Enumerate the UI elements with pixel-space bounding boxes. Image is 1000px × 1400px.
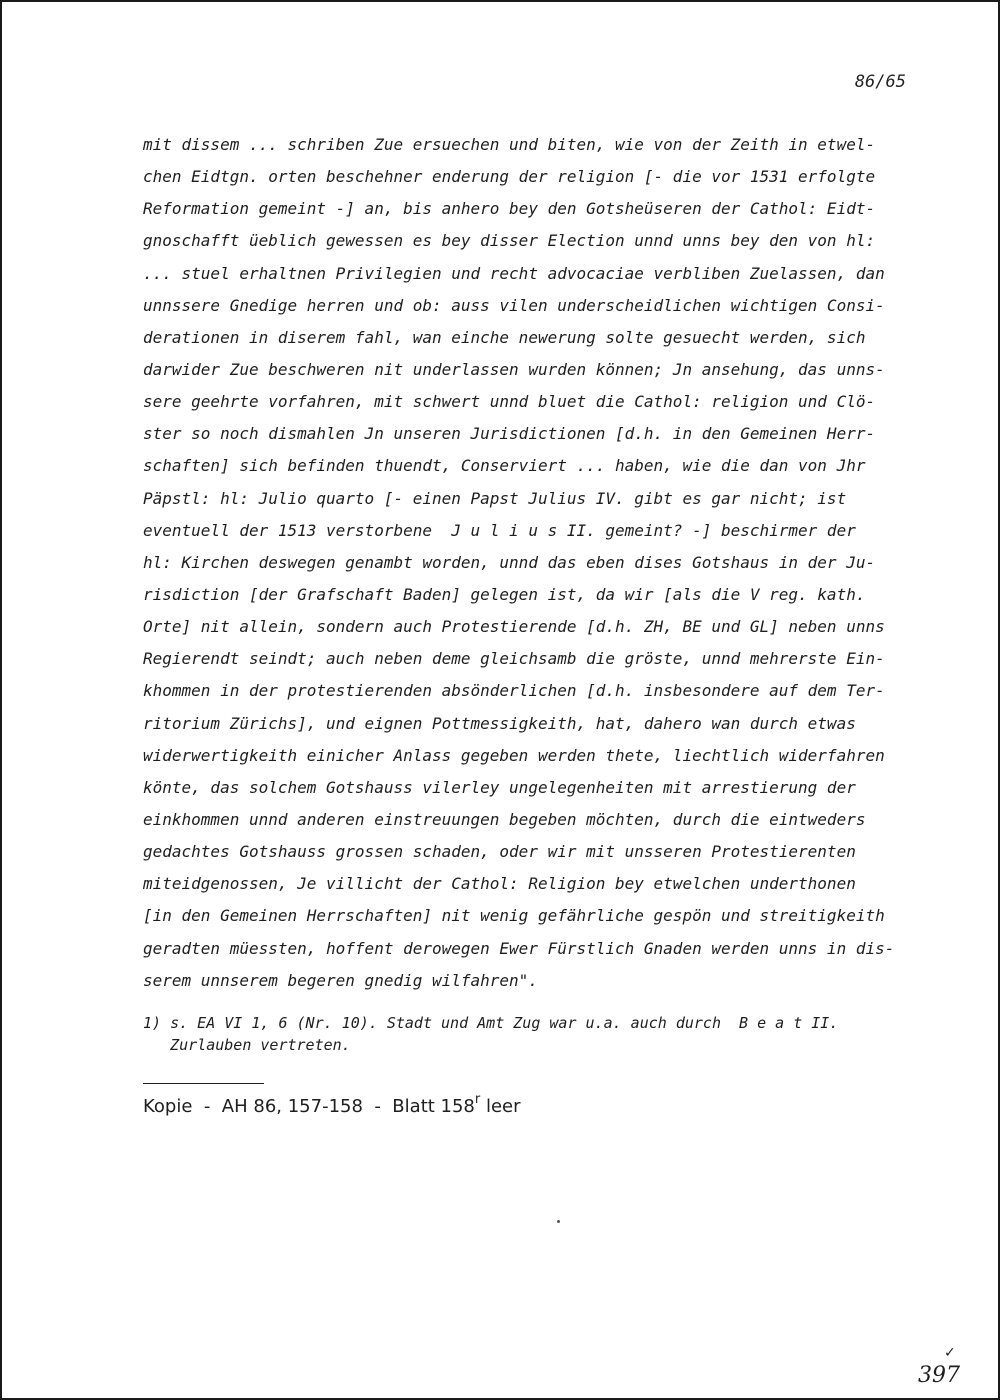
body-line: widerwertigkeith einicher Anlass gegeben werden thete, liechtlich widerfahren: [143, 745, 885, 765]
body-line: khommen in der protestierenden absönderlichen [d.h. insbesondere auf dem Ter-: [143, 681, 885, 701]
body-line: ritorium Zürichs], und eignen Pottmessigkeith, hat, dahero wan durch etwas: [143, 713, 856, 733]
body-line: derationen in diserem fahl, wan einche newerung solte gesuecht werden, sich: [143, 327, 866, 347]
body-line: Orte] nit allein, sondern auch Protestierende [d.h. ZH, BE und GL] neben unns: [143, 617, 885, 637]
body-line: gedachtes Gotshauss grossen schaden, oder wir mit unsseren Protestierenten: [143, 842, 856, 862]
body-line: Reformation gemeint -] an, bis anhero bey den Gotsheüseren der Cathol: Eidt-: [143, 199, 876, 219]
letter-body: [143, 129, 933, 997]
archive-number: 397: [918, 1363, 960, 1388]
body-line: ... stuel erhaltnen Privilegien und recht advocaciae verbliben Zuelassen, dan: [143, 263, 885, 283]
body-line: Regierendt seindt; auch neben deme gleichsamb die gröste, unnd mehrerste Ein-: [143, 649, 885, 669]
body-line: risdiction [der Grafschaft Baden] gelegen ist, da wir [als die V reg. kath.: [143, 584, 866, 604]
scan-speck: [557, 1220, 560, 1223]
page-number: 86/65: [854, 72, 906, 92]
body-line: geradten müessten, hoffent derowegen Ewer Fürstlich Gnaden werden unns in dis-: [143, 938, 895, 958]
body-line: darwider Zue beschweren nit underlassen wurden können; Jn ansehung, das unns-: [143, 359, 885, 379]
body-line: gnoschafft üeblich gewessen es bey disser Election unnd unns bey den von hl:: [143, 231, 876, 251]
body-line: ster so noch dismahlen Jn unseren Jurisdictionen [d.h. in den Gemeinen Herr-: [143, 424, 876, 444]
footnote: [143, 1012, 933, 1056]
body-line: [in den Gemeinen Herrschaften] nit wenig gefährliche gespön und streitigkeith: [143, 906, 885, 926]
body-line: mit dissem ... schriben Zue ersuechen und biten, wie von der Zeith in etwel-: [143, 135, 876, 154]
body-line: sere geehrte vorfahren, mit schwert unnd bluet die Cathol: religion und Clö-: [143, 392, 876, 412]
footnote-line: Zurlauben vertreten.: [143, 1036, 351, 1054]
footnote-line: 1) s. EA VI 1, 6 (Nr. 10). Stadt und Amt Zug war u.a. auch durch B e a t II.: [143, 1014, 839, 1032]
body-line: eventuell der 1513 verstorbene J u l i u s II. gemeint? -] beschirmer der: [143, 520, 856, 540]
body-line: chen Eidtgn. orten beschehner enderung der religion [- die vor 1531 erfolgte: [143, 167, 876, 187]
source-prefix: Kopie - AH 86, 157-158 - Blatt 158: [143, 1096, 475, 1117]
body-line: Päpstl: hl: Julio quarto [- einen Papst Julius IV. gibt es gar nicht; ist: [143, 488, 847, 508]
body-line: miteidgenossen, Je villicht der Cathol: Religion bey etwelchen underthonen: [143, 874, 856, 894]
body-line: einkhommen unnd anderen einstreuungen begeben möchten, durch die eintweders: [143, 809, 866, 829]
body-line: unnssere Gnedige herren und ob: auss vilen underscheidlichen wichtigen Consi-: [143, 295, 885, 315]
check-mark-icon: ✓: [944, 1345, 956, 1361]
body-line: schaften] sich befinden thuendt, Conserviert ... haben, wie die dan von Jhr: [143, 456, 866, 476]
body-line: könte, das solchem Gotshauss vilerley ungelegenheiten mit arrestierung der: [143, 777, 856, 797]
handwritten-archive-mark: [914, 1344, 964, 1388]
source-reference: [143, 1094, 521, 1117]
body-line: serem unnserem begeren gnedig wilfahren".: [143, 970, 538, 990]
source-suffix: leer: [480, 1096, 521, 1117]
body-line: hl: Kirchen deswegen genambt worden, unnd das eben dises Gotshaus in der Ju-: [143, 552, 876, 572]
source-superscript: r: [474, 1092, 481, 1107]
separator-rule: [143, 1083, 264, 1084]
